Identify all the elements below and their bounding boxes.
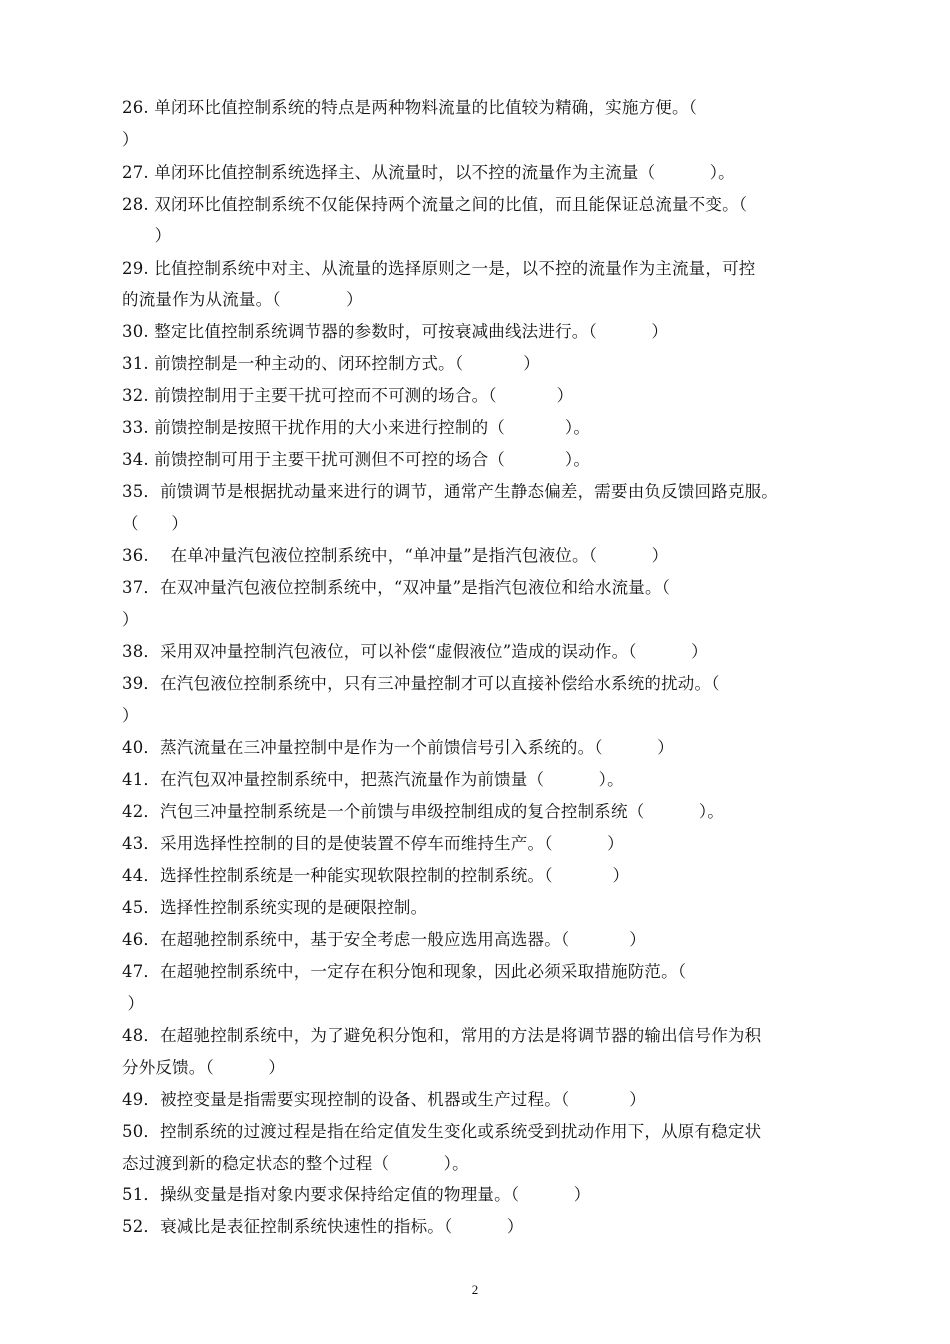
- text-line: ）: [122, 610, 139, 629]
- text-line: 26. 单闭环比值控制系统的特点是两种物料流量的比值较为精确，实施方便。（: [122, 98, 698, 117]
- text-line: 42．汽包三冲量控制系统是一个前馈与串级控制组成的复合控制系统（ ）。: [122, 802, 724, 821]
- text-line: ）: [122, 706, 139, 725]
- text-line: 30. 整定比值控制系统调节器的参数时，可按衰减曲线法进行。（ ）: [122, 322, 669, 341]
- text-line: ）: [122, 994, 145, 1013]
- text-line: 46．在超驰控制系统中，基于安全考虑一般应选用高选器。（ ）: [122, 930, 646, 949]
- text-line: 分外反馈。（ ）: [122, 1058, 286, 1077]
- text-line: 49．被控变量是指需要实现控制的设备、机器或生产过程。（ ）: [122, 1090, 646, 1109]
- text-line: 47．在超驰控制系统中，一定存在积分饱和现象，因此必须采取措施防范。（: [122, 962, 687, 981]
- text-line: 33. 前馈控制是按照干扰作用的大小来进行控制的（ ）。: [122, 418, 591, 437]
- text-line: ）: [122, 226, 172, 245]
- text-line: 38．采用双冲量控制汽包液位，可以补偿“虚假液位”造成的误动作。（ ）: [122, 642, 708, 661]
- text-line: 的流量作为从流量。（ ）: [122, 290, 363, 309]
- text-line: ）: [122, 130, 139, 149]
- page-number: 2: [471, 1282, 479, 1297]
- text-line: 32. 前馈控制用于主要干扰可控而不可测的场合。（ ）: [122, 386, 574, 405]
- text-line: 35．前馈调节是根据扰动量来进行的调节，通常产生静态偏差，需要由负反馈回路克服。: [122, 482, 778, 501]
- text-line: 41．在汽包双冲量控制系统中，把蒸汽流量作为前馈量（ ）。: [122, 770, 624, 789]
- text-line: （ ）: [122, 514, 189, 533]
- text-line: 52．衰减比是表征控制系统快速性的指标。（ ）: [122, 1217, 524, 1236]
- text-line: 29. 比值控制系统中对主、从流量的选择原则之一是，以不控的流量作为主流量，可控: [122, 259, 756, 278]
- text-line: 51．操纵变量是指对象内要求保持给定值的物理量。（ ）: [122, 1185, 591, 1204]
- text-line: 37．在双冲量汽包液位控制系统中，“双冲量”是指汽包液位和给水流量。（: [122, 578, 671, 597]
- text-line: 28. 双闭环比值控制系统不仅能保持两个流量之间的比值，而且能保证总流量不变。（: [122, 195, 748, 214]
- text-line: 39．在汽包液位控制系统中，只有三冲量控制才可以直接补偿给水系统的扰动。（: [122, 674, 720, 693]
- text-line: 27. 单闭环比值控制系统选择主、从流量时，以不控的流量作为主流量（ ）。: [122, 163, 735, 182]
- text-line: 50．控制系统的过渡过程是指在给定值发生变化或系统受到扰动作用下，从原有稳定状: [122, 1122, 762, 1141]
- text-line: 34. 前馈控制可用于主要干扰可测但不可控的场合（ ）。: [122, 450, 591, 469]
- text-line: 48．在超驰控制系统中，为了避免积分饱和，常用的方法是将调节器的输出信号作为积: [122, 1026, 762, 1045]
- text-line: 态过渡到新的稳定状态的整个过程（ ）。: [122, 1154, 469, 1173]
- text-line: 43．采用选择性控制的目的是使装置不停车而维持生产。（ ）: [122, 834, 624, 853]
- text-line: 40．蒸汽流量在三冲量控制中是作为一个前馈信号引入系统的。（ ）: [122, 738, 674, 757]
- text-line: 44．选择性控制系统是一种能实现软限控制的控制系统。（ ）: [122, 866, 630, 885]
- text-line: 36. 在单冲量汽包液位控制系统中，“单冲量”是指汽包液位。（ ）: [122, 546, 669, 565]
- text-line: 31. 前馈控制是一种主动的、闭环控制方式。（ ）: [122, 354, 540, 373]
- text-line: 45．选择性控制系统实现的是硬限控制。: [122, 898, 428, 917]
